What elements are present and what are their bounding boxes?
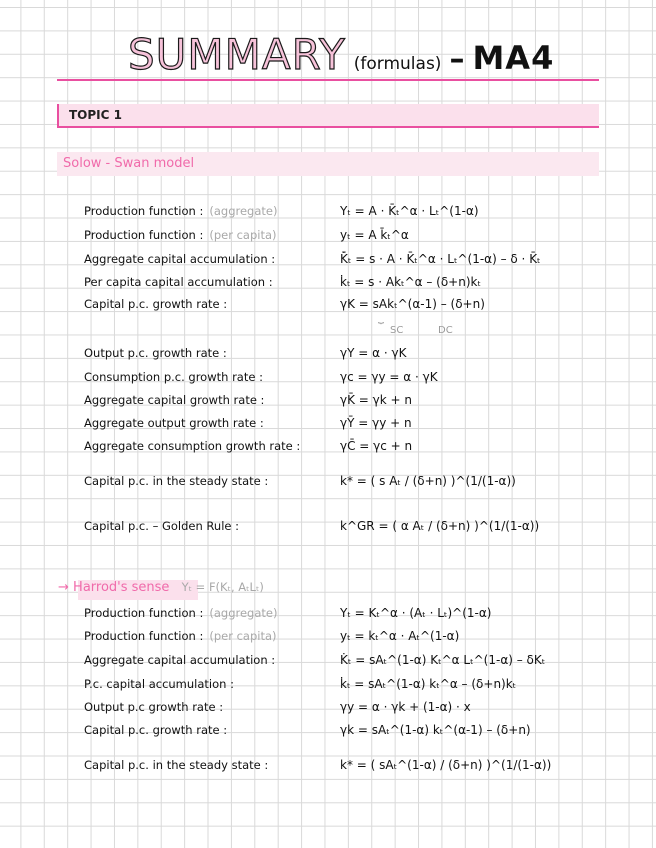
formula-label: Aggregate consumption growth rate : [84, 439, 301, 453]
formula-note: (per capita) [209, 629, 277, 643]
topic-label: TOPIC 1 [69, 108, 122, 122]
formula-label: Capital p.c. – Golden Rule : [84, 519, 239, 533]
formula-note: (aggregate) [209, 204, 278, 218]
formula-label: Output p.c growth rate : [84, 700, 224, 714]
formula-label: Production function : [84, 606, 204, 620]
formula-label: Consumption p.c. growth rate : [84, 370, 263, 384]
formula: k̇ₜ = sAₜ^(1-α) kₜ^α – (δ+n)kₜ [340, 677, 517, 691]
dc-label: DC [438, 325, 453, 336]
formula: K̇ₜ = sAₜ^(1-α) Kₜ^α Lₜ^(1-α) – δKₜ [340, 653, 546, 667]
harrod-formula: Yₜ = F(Kₜ, AₜLₜ) [181, 580, 264, 594]
formula-label: Production function : [84, 629, 204, 643]
formula: Yₜ = A · K̄ₜ^α · Lₜ^(1-α) [340, 204, 479, 218]
title-main: SUMMARY [128, 30, 346, 79]
formula-note: (aggregate) [209, 606, 278, 620]
formula: γC̄ = γc + n [340, 439, 413, 453]
formula: Yₜ = Kₜ^α · (Aₜ · Lₜ)^(1-α) [340, 606, 492, 620]
formula: γk = sAₜ^(1-α) kₜ^(α-1) – (δ+n) [340, 723, 531, 737]
formula: γȲ = γy + n [340, 416, 412, 430]
section-label-solow: Solow - Swan model [63, 156, 195, 171]
formula: yₜ = kₜ^α · Aₜ^(1-α) [340, 629, 460, 643]
formula-label: Capital p.c. in the steady state : [84, 758, 269, 772]
formula-label: Aggregate output growth rate : [84, 416, 264, 430]
formula-label: Capital p.c. in the steady state : [84, 474, 269, 488]
formula-label: Aggregate capital accumulation : [84, 653, 276, 667]
formula: γY = α · γK [340, 346, 407, 360]
formula-label: Per capita capital accumulation : [84, 275, 273, 289]
formula: k* = ( s Aₜ / (δ+n) )^(1/(1-α)) [340, 474, 516, 488]
formula: k^GR = ( α Aₜ / (δ+n) )^(1/(1-α)) [340, 519, 540, 533]
formula-label: Aggregate capital growth rate : [84, 393, 265, 407]
formula-label: Production function : [84, 204, 204, 218]
formula-label: Capital p.c. growth rate : [84, 297, 228, 311]
formula-label: Capital p.c. growth rate : [84, 723, 228, 737]
section-header-harrod [58, 580, 264, 595]
topic-header [57, 104, 599, 128]
course-code: MA4 [472, 39, 555, 77]
page-title [128, 30, 554, 82]
arrow-right-icon: → [58, 580, 69, 595]
formula: K̄̇ₜ = s · A · K̄ₜ^α · Lₜ^(1-α) – δ · K̄ₜ [340, 252, 541, 266]
formula-note: (per capita) [209, 228, 277, 242]
formula: k̇ₜ = s · Akₜ^α – (δ+n)kₜ [340, 275, 482, 289]
formula: γc = γy = α · γK [340, 370, 438, 384]
sc-label: SC [390, 325, 404, 336]
formula: γy = α · γk + (1-α) · x [340, 700, 471, 714]
formula: k* = ( sAₜ^(1-α) / (δ+n) )^(1/(1-α)) [340, 758, 552, 772]
formula-label: Production function : [84, 228, 204, 242]
title-subtitle: (formulas) [353, 54, 442, 74]
formula: yₜ = A k̄ₜ^α [340, 228, 409, 242]
formula: γK̄ = γk + n [340, 393, 412, 407]
section-header-solow [57, 152, 599, 176]
formula-label: P.c. capital accumulation : [84, 677, 234, 691]
formula-label: Aggregate capital accumulation : [84, 252, 276, 266]
formula: γK = sAkₜ^(α-1) – (δ+n) [340, 297, 485, 311]
title-dash: – [449, 42, 465, 77]
formula-label: Output p.c. growth rate : [84, 346, 227, 360]
section-label-harrod: Harrod's sense [73, 580, 170, 595]
title-underline [57, 79, 599, 81]
